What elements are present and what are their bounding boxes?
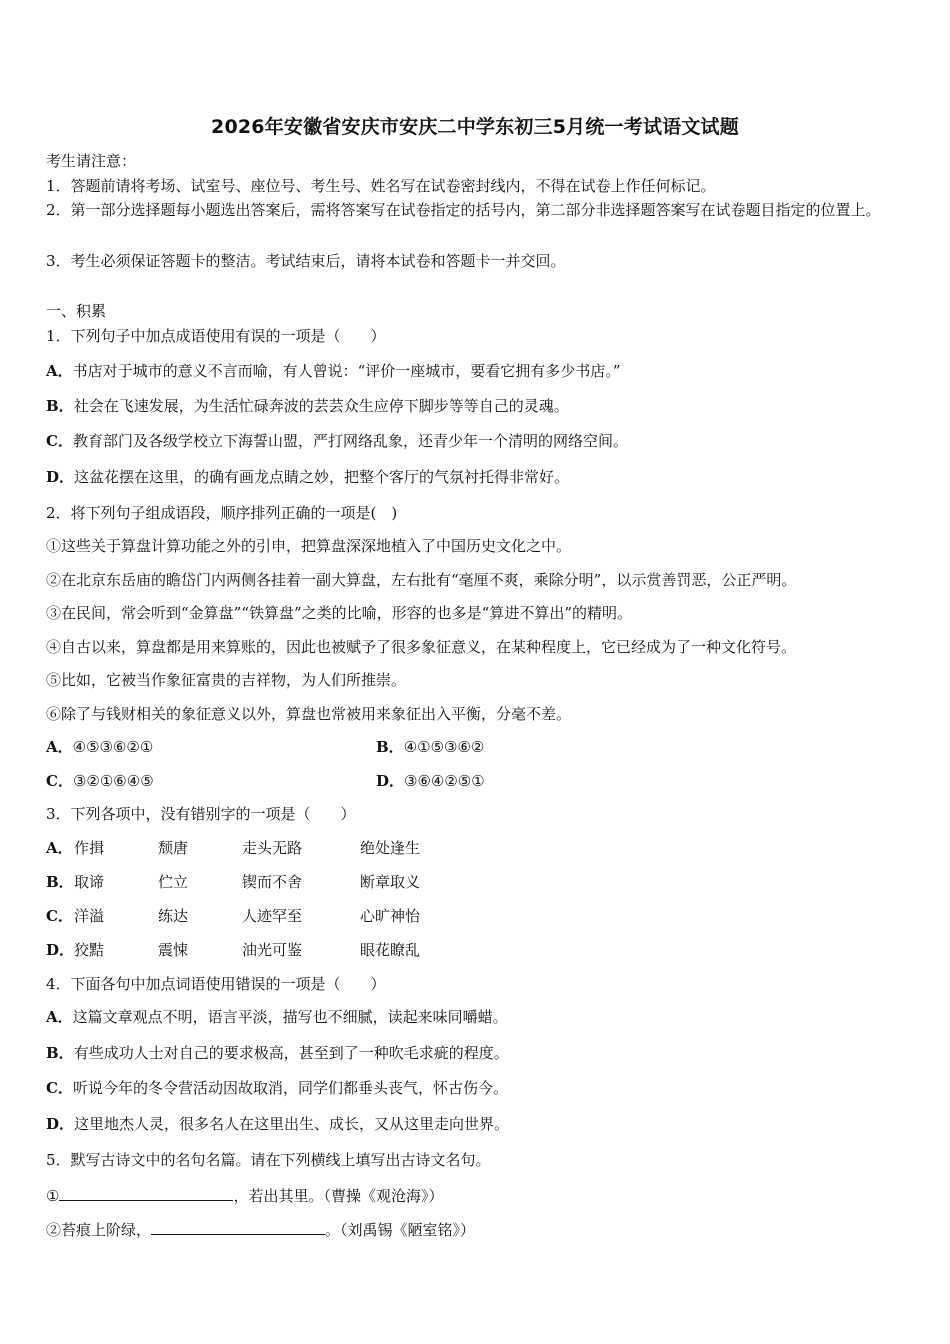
option-letter: C． (46, 432, 73, 450)
answer-blank[interactable] (151, 1218, 325, 1235)
question-5-item-2 (46, 1218, 475, 1240)
question-2-sentence: ①这些关于算盘计算功能之外的引申，把算盘深深地植入了中国历史文化之中。 (46, 537, 572, 555)
option-letter: C． (46, 907, 73, 925)
option-word: 震悚 (158, 941, 189, 959)
question-1-stem: 1．下列句子中加点成语使用有误的一项是（ ） (46, 327, 386, 345)
question-2-option-c (46, 771, 154, 791)
exam-title: 2026年安徽省安庆市安庆二中学东初三5月统一考试语文试题 (211, 116, 739, 138)
question-4-option-b (46, 1043, 509, 1063)
option-letter: B． (376, 738, 404, 756)
option-word: 练达 (158, 907, 189, 925)
option-text: 有些成功人士对自己的要求极高，甚至到了一种吹毛求疵的程度。 (73, 1044, 509, 1062)
question-1-option-c (46, 431, 628, 451)
option-text: ③⑥④②⑤① (404, 772, 485, 790)
option-word: 人迹罕至 (242, 907, 303, 925)
option-text: 社会在飞速发展，为生活忙碌奔波的芸芸众生应停下脚步等等自己的灵魂。 (73, 397, 569, 415)
question-2-stem: 2．将下列句子组成语段，顺序排列正确的一项是( ) (46, 504, 398, 522)
option-text: 听说今年的冬令营活动因故取消，同学们都垂头丧气，怀古伤今。 (72, 1079, 508, 1097)
question-1-option-a (46, 361, 620, 381)
item-prefix: ① (46, 1187, 60, 1205)
option-letter: A． (46, 738, 73, 756)
item-suffix: ，若出其里。（曹操《观沧海》） (233, 1187, 444, 1205)
option-word: 作揖 (74, 839, 105, 857)
notice-heading: 考生请注意： (46, 152, 137, 170)
option-word: 锲而不舍 (242, 873, 303, 891)
option-text: 教育部门及各级学校立下海誓山盟，严打网络乱象，还青少年一个清明的网络空间。 (72, 432, 628, 450)
question-4-option-c (46, 1078, 508, 1098)
question-2-option-a (46, 737, 153, 757)
question-1-option-b (46, 396, 569, 416)
option-word: 心旷神怡 (360, 907, 421, 925)
notice-item-3: 3．考生必须保证答题卡的整洁。考试结束后，请将本试卷和答题卡一并交回。 (46, 252, 566, 270)
option-letter: B． (46, 397, 74, 415)
option-text: ③②①⑥④⑤ (72, 772, 154, 790)
question-4-option-d (46, 1114, 509, 1134)
option-text: 这篇文章观点不明，语言平淡，描写也不细腻，读起来味同嚼蜡。 (72, 1008, 508, 1026)
item-suffix: 。（刘禹锡《陋室铭》） (325, 1221, 476, 1239)
option-word: 油光可鉴 (242, 941, 303, 959)
option-letter: B． (46, 873, 74, 891)
option-word: 眼花瞭乱 (360, 941, 421, 959)
section-heading: 一、积累 (46, 302, 107, 320)
option-letter: C． (46, 772, 73, 790)
question-2-sentence: ⑤比如，它被当作象征富贵的吉祥物，为人们所推崇。 (46, 671, 407, 689)
question-4-stem: 4．下面各句中加点词语使用错误的一项是（ ） (46, 975, 386, 993)
question-3-stem: 3．下列各项中，没有错别字的一项是（ ） (46, 805, 356, 823)
option-letter: B． (46, 1044, 74, 1062)
question-1-option-d (46, 467, 569, 487)
option-text: 这里地杰人灵，很多名人在这里出生、成长，又从这里走向世界。 (74, 1115, 510, 1133)
option-text: ④①⑤③⑥② (403, 738, 485, 756)
option-text: 这盆花摆在这里，的确有画龙点睛之妙，把整个客厅的气氛衬托得非常好。 (74, 468, 570, 486)
option-word: 绝处逢生 (360, 839, 421, 857)
option-text: 书店对于城市的意义不言而喻，有人曾说：“评价一座城市，要看它拥有多少书店。” (72, 362, 621, 380)
question-5-stem: 5．默写古诗文中的名句名篇。请在下列横线上填写出古诗文名句。 (46, 1151, 491, 1169)
option-letter: D． (46, 1115, 75, 1133)
option-word: 颓唐 (158, 839, 189, 857)
question-4-option-a (46, 1007, 508, 1027)
question-5-item-1 (46, 1184, 443, 1206)
question-2-sentence: ③在民间，常会听到“金算盘”“铁算盘”之类的比喻，形容的也多是“算进不算出”的精明。 (46, 604, 633, 622)
option-word: 走头无路 (242, 839, 303, 857)
question-2-sentence: ②在北京东岳庙的瞻岱门内两侧各挂着一副大算盘，左右批有“毫厘不爽，乘除分明”，以示赏善罚恶，公正严明。 (46, 571, 797, 589)
question-2-option-d (376, 771, 485, 791)
item-prefix: ②苔痕上阶绿， (46, 1221, 152, 1239)
option-letter: D． (46, 468, 75, 486)
option-letter: D． (376, 772, 405, 790)
answer-blank[interactable] (59, 1184, 233, 1201)
option-letter: C． (46, 1079, 73, 1097)
option-word: 断章取义 (360, 873, 421, 891)
option-letter: D． (46, 941, 75, 959)
question-2-option-b (376, 737, 484, 757)
question-2-sentence: ⑥除了与钱财相关的象征意义以外，算盘也常被用来象征出入平衡，分毫不差。 (46, 705, 572, 723)
option-letter: A． (46, 362, 73, 380)
option-text: ④⑤③⑥②① (72, 738, 154, 756)
notice-item-2: 2．第一部分选择题每小题选出答案后，需将答案写在试卷指定的括号内，第二部分非选择题答案写在试卷题目指定的位置上。 (46, 201, 881, 219)
option-word: 伫立 (158, 873, 189, 891)
option-word: 取谛 (74, 873, 105, 891)
option-word: 洋溢 (74, 907, 105, 925)
option-word: 狡黠 (74, 941, 105, 959)
question-2-sentence: ④自古以来，算盘都是用来算账的，因此也被赋予了很多象征意义，在某种程度上，它已经成为了一种文化符号。 (46, 638, 797, 656)
option-letter: A． (46, 839, 73, 857)
notice-item-1: 1．答题前请将考场、试室号、座位号、考生号、姓名写在试卷密封线内，不得在试卷上作任何标记。 (46, 177, 716, 195)
option-letter: A． (46, 1008, 73, 1026)
